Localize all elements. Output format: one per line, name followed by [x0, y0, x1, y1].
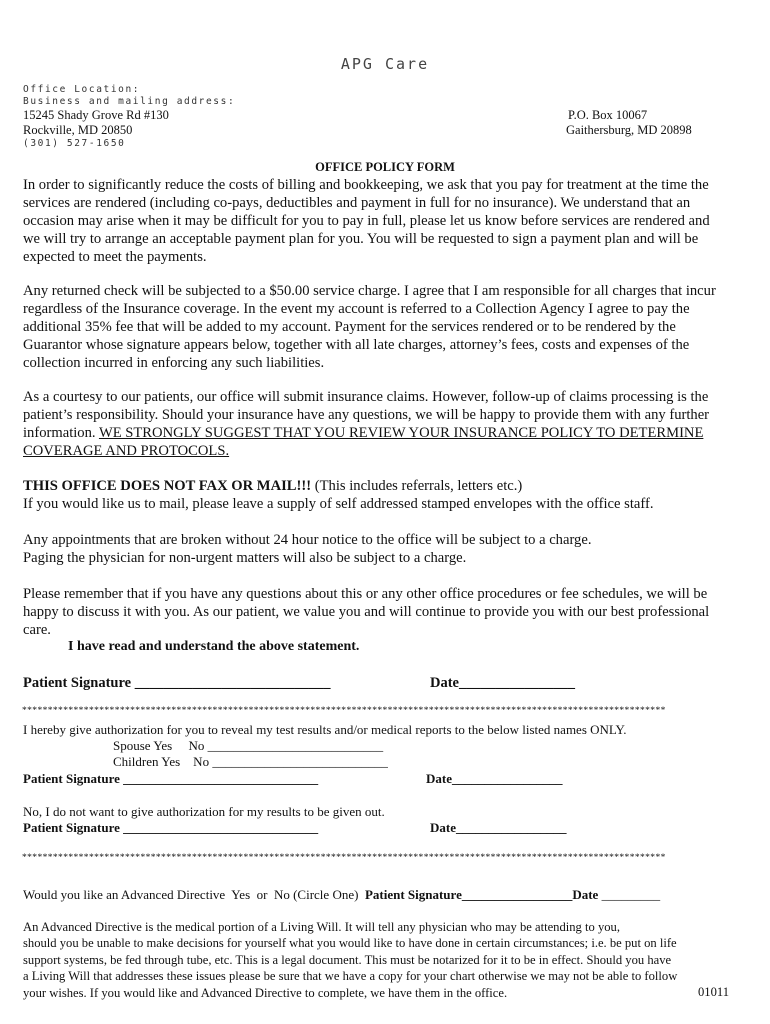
text-segment: information.: [23, 425, 99, 441]
children-authorization-field[interactable]: Children Yes No ___________________________: [113, 754, 388, 769]
authorization-intro: I hereby give authorization for you to reveal my test results and/or medical reports to the below listed names ONLY.: [23, 722, 627, 737]
text-line: regardless of the Insurance coverage. In the event my account is referred to a Collection Agency I agree to pay the: [23, 301, 690, 317]
date-field[interactable]: Date________________: [430, 675, 575, 691]
no-fax-notice: THIS OFFICE DOES NOT FAX OR MAIL!!!: [23, 478, 312, 494]
authorization-signature-field[interactable]: Patient Signature ______________________________: [23, 771, 319, 786]
text-line: happy to discuss it with you. As our patient, we value you and will continue to provide you with our best professional: [23, 604, 710, 620]
authorization-date-field[interactable]: Date_________________: [426, 771, 563, 786]
separator: *****************************************************************************************************************************: [22, 706, 666, 716]
text-line: care.: [23, 622, 51, 638]
text-line: should you be unable to make decisions for yourself what you would like to have done in certain circumstances; i.e. be put on life: [23, 936, 677, 951]
text-line: Any appointments that are broken without 24 hour notice to the office will be subject to a charge.: [23, 532, 592, 548]
text-line: In order to significantly reduce the costs of billing and bookkeeping, we ask that you pay for treatment at the time the: [23, 177, 709, 193]
text-line: As a courtesy to our patients, our office will submit insurance claims. However, follow-up of claims processing is the: [23, 389, 709, 405]
insurance-warning: WE STRONGLY SUGGEST THAT YOU REVIEW YOUR INSURANCE POLICY TO DETERMINE: [98, 425, 704, 441]
spouse-authorization-field[interactable]: Spouse Yes No ___________________________: [113, 738, 384, 753]
practice-title: APG Care: [340, 55, 430, 73]
text-segment: (This includes referrals, letters etc.): [311, 478, 523, 494]
text-line: your wishes. If you would like and Advanced Directive to complete, we have them in the office.: [23, 985, 508, 1000]
form-title: OFFICE POLICY FORM: [315, 160, 455, 174]
office-location-label: Office Location:: [23, 84, 141, 95]
city-address: Rockville, MD 20850: [23, 123, 133, 137]
text-line: patient’s responsibility. Should your insurance have any questions, we will be happy to provide them with any further: [23, 407, 710, 423]
acknowledgement-statement: I have read and understand the above statement.: [68, 639, 360, 654]
insurance-warning-continued: COVERAGE AND PROTOCOLS.: [23, 443, 230, 459]
business-address-label: Business and mailing address:: [23, 96, 236, 107]
text-line: support systems, be fed through tube, etc. This is a legal document. This must be notarized for it to be in effect. Should you have: [23, 952, 672, 967]
directive-question-text: Would you like an Advanced Directive Yes or No (Circle One): [23, 887, 365, 902]
text-line: expected to meet the payments.: [23, 249, 207, 265]
text-line: a Living Will that addresses these issues please be sure that we have a copy for your chart otherwise we may not be able to follow: [23, 969, 678, 984]
no-authorization-statement: No, I do not want to give authorization for my results to be given out.: [23, 804, 385, 819]
text-line: [23, 442, 748, 460]
directive-signature-field[interactable]: Patient Signature_________________Date: [364, 887, 599, 902]
advanced-directive-question[interactable]: [23, 887, 660, 903]
text-line: occasion may arise when it may be difficult for you to pay in full, please let us know before services are rendered and: [23, 213, 710, 229]
po-city: Gaithersburg, MD 20898: [566, 123, 692, 137]
text-line: [23, 477, 748, 495]
text-line: [23, 424, 748, 442]
text-line: Paging the physician for non-urgent matters will also be subject to a charge.: [23, 550, 467, 566]
text-line: additional 35% fee that will be added to my account. Payment for the services rendered or to be rendered by the: [23, 319, 676, 335]
directive-date-field[interactable]: _________: [598, 887, 661, 902]
patient-signature-field[interactable]: Patient Signature ___________________________: [23, 675, 331, 691]
payment-policy-paragraph: [23, 176, 748, 266]
no-authorization-signature-field[interactable]: Patient Signature ______________________________: [23, 820, 319, 835]
appointments-paragraph: [23, 531, 748, 567]
po-box: P.O. Box 10067: [568, 108, 648, 122]
text-line: services are rendered (including co-pays, deductibles and payment in full for no insurance). We understand that an: [23, 195, 691, 211]
no-authorization-date-field[interactable]: Date_________________: [430, 820, 567, 835]
text-line: we will try to arrange an acceptable payment plan for you. You will be requested to sign a payment plan and will be: [23, 231, 699, 247]
text-line: Any returned check will be subjected to a $50.00 service charge. I agree that I am responsible for all charges that incur: [23, 283, 716, 299]
insurance-claims-paragraph: [23, 388, 748, 460]
text-line: collection incurred in enforcing any such liabilities.: [23, 355, 325, 371]
street-address: 15245 Shady Grove Rd #130: [23, 108, 169, 122]
questions-paragraph: [23, 585, 748, 639]
form-number: 01011: [698, 985, 730, 999]
separator: *****************************************************************************************************************************: [22, 853, 666, 863]
returned-check-paragraph: [23, 282, 748, 372]
text-line: Please remember that if you have any questions about this or any other office procedures or fee schedules, we will be: [23, 586, 708, 602]
advanced-directive-explanation: [23, 919, 753, 1001]
text-line: If you would like us to mail, please leave a supply of self addressed stamped envelopes with the office staff.: [23, 496, 654, 512]
fax-mail-paragraph: [23, 477, 748, 513]
phone-number: (301) 527-1650: [23, 138, 126, 149]
text-line: Guarantor whose signature appears below, together with all late charges, attorney’s fees, costs and expenses of the: [23, 337, 690, 353]
text-line: An Advanced Directive is the medical portion of a Living Will. It will tell any physician who may be attending to you,: [23, 920, 620, 934]
